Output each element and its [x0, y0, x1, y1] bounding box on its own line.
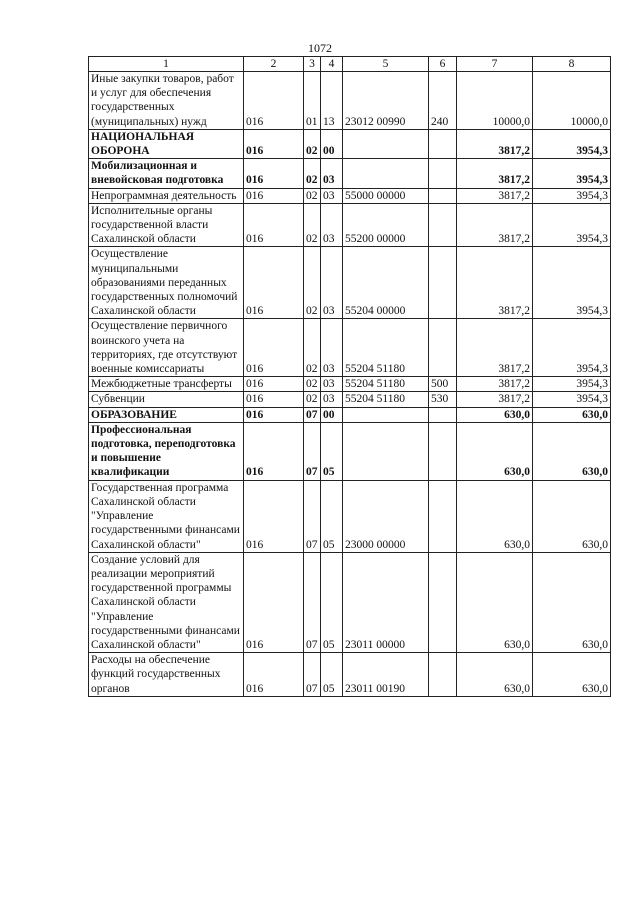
expense-type-cell: [429, 247, 457, 319]
subsection-cell: 05: [321, 653, 343, 697]
row-name-cell: Государственная программа Сахалинской области "Управление государственными финансами Сахалинской области": [89, 480, 244, 552]
code-cell: 016: [244, 188, 304, 203]
amount-cell: 3817,2: [457, 203, 533, 247]
column-header: 2: [244, 57, 304, 72]
code-cell: 016: [244, 159, 304, 188]
expense-type-cell: [429, 480, 457, 552]
subsection-cell: 13: [321, 72, 343, 130]
amount-cell: 10000,0: [533, 72, 611, 130]
table-row: [89, 247, 611, 319]
section-cell: 02: [304, 392, 321, 407]
code-cell: 016: [244, 552, 304, 652]
subsection-cell: 00: [321, 129, 343, 158]
target-article-cell: [343, 129, 429, 158]
section-cell: 02: [304, 159, 321, 188]
subsection-cell: 03: [321, 319, 343, 377]
header-row: [89, 57, 611, 72]
table-row: [89, 129, 611, 158]
subsection-cell: 03: [321, 247, 343, 319]
expense-type-cell: [429, 188, 457, 203]
subsection-cell: 03: [321, 188, 343, 203]
section-cell: 02: [304, 319, 321, 377]
amount-cell: 630,0: [533, 480, 611, 552]
row-name-cell: Осуществление муниципальными образованиями переданных государственных полномочий Сахалинской области: [89, 247, 244, 319]
expense-type-cell: [429, 552, 457, 652]
subsection-cell: 03: [321, 203, 343, 247]
section-cell: 07: [304, 653, 321, 697]
amount-cell: 3954,3: [533, 319, 611, 377]
amount-cell: 3817,2: [457, 319, 533, 377]
section-cell: 02: [304, 377, 321, 392]
expense-type-cell: [429, 129, 457, 158]
amount-cell: 630,0: [457, 552, 533, 652]
amount-cell: 630,0: [457, 480, 533, 552]
amount-cell: 3954,3: [533, 247, 611, 319]
column-header: 8: [533, 57, 611, 72]
subsection-cell: 03: [321, 392, 343, 407]
amount-cell: 630,0: [533, 552, 611, 652]
target-article-cell: 23011 00190: [343, 653, 429, 697]
section-cell: 02: [304, 129, 321, 158]
column-header: 6: [429, 57, 457, 72]
amount-cell: 3954,3: [533, 203, 611, 247]
row-name-cell: ОБРАЗОВАНИЕ: [89, 407, 244, 422]
section-cell: 01: [304, 72, 321, 130]
code-cell: 016: [244, 319, 304, 377]
table-row: [89, 377, 611, 392]
table-row: [89, 159, 611, 188]
target-article-cell: 55204 51180: [343, 319, 429, 377]
section-cell: 02: [304, 247, 321, 319]
row-name-cell: Расходы на обеспечение функций государственных органов: [89, 653, 244, 697]
section-cell: 07: [304, 407, 321, 422]
table-row: [89, 203, 611, 247]
amount-cell: 3817,2: [457, 159, 533, 188]
target-article-cell: 55000 00000: [343, 188, 429, 203]
amount-cell: 3817,2: [457, 129, 533, 158]
row-name-cell: Непрограммная деятельность: [89, 188, 244, 203]
code-cell: 016: [244, 72, 304, 130]
column-header: 1: [89, 57, 244, 72]
target-article-cell: 55200 00000: [343, 203, 429, 247]
code-cell: 016: [244, 392, 304, 407]
table-row: [89, 188, 611, 203]
amount-cell: 3954,3: [533, 188, 611, 203]
row-name-cell: Профессиональная подготовка, переподготовка и повышение квалификации: [89, 422, 244, 480]
section-cell: 07: [304, 422, 321, 480]
row-name-cell: НАЦИОНАЛЬНАЯ ОБОРОНА: [89, 129, 244, 158]
table-row: [89, 552, 611, 652]
amount-cell: 3954,3: [533, 392, 611, 407]
section-cell: 02: [304, 188, 321, 203]
code-cell: 016: [244, 653, 304, 697]
expense-type-cell: [429, 319, 457, 377]
amount-cell: 630,0: [533, 407, 611, 422]
amount-cell: 630,0: [533, 422, 611, 480]
target-article-cell: 23012 00990: [343, 72, 429, 130]
code-cell: 016: [244, 247, 304, 319]
row-name-cell: Осуществление первичного воинского учета на территориях, где отсутствуют военные комиссариаты: [89, 319, 244, 377]
row-name-cell: Субвенции: [89, 392, 244, 407]
target-article-cell: [343, 407, 429, 422]
table-row: [89, 422, 611, 480]
subsection-cell: 03: [321, 377, 343, 392]
section-cell: 02: [304, 203, 321, 247]
column-header: 3: [304, 57, 321, 72]
amount-cell: 10000,0: [457, 72, 533, 130]
target-article-cell: 55204 00000: [343, 247, 429, 319]
code-cell: 016: [244, 422, 304, 480]
subsection-cell: 05: [321, 422, 343, 480]
amount-cell: 630,0: [457, 422, 533, 480]
row-name-cell: Иные закупки товаров, работ и услуг для обеспечения государственных (муниципальных) нужд: [89, 72, 244, 130]
expense-type-cell: 240: [429, 72, 457, 130]
column-header: 7: [457, 57, 533, 72]
subsection-cell: 03: [321, 159, 343, 188]
table-row: [89, 392, 611, 407]
section-cell: 07: [304, 552, 321, 652]
subsection-cell: 05: [321, 552, 343, 652]
expense-type-cell: [429, 203, 457, 247]
amount-cell: 630,0: [457, 407, 533, 422]
amount-cell: 630,0: [457, 653, 533, 697]
code-cell: 016: [244, 377, 304, 392]
table-row: [89, 653, 611, 697]
target-article-cell: 55204 51180: [343, 377, 429, 392]
row-name-cell: Мобилизационная и вневойсковая подготовка: [89, 159, 244, 188]
amount-cell: 3817,2: [457, 377, 533, 392]
expense-type-cell: 530: [429, 392, 457, 407]
code-cell: 016: [244, 480, 304, 552]
target-article-cell: 23011 00000: [343, 552, 429, 652]
table-row: [89, 480, 611, 552]
target-article-cell: [343, 159, 429, 188]
amount-cell: 3954,3: [533, 129, 611, 158]
amount-cell: 3954,3: [533, 159, 611, 188]
target-article-cell: 23000 00000: [343, 480, 429, 552]
amount-cell: 630,0: [533, 653, 611, 697]
table-row: [89, 407, 611, 422]
table-row: [89, 319, 611, 377]
expense-type-cell: [429, 653, 457, 697]
code-cell: 016: [244, 203, 304, 247]
row-name-cell: Межбюджетные трансферты: [89, 377, 244, 392]
subsection-cell: 05: [321, 480, 343, 552]
amount-cell: 3817,2: [457, 188, 533, 203]
code-cell: 016: [244, 407, 304, 422]
section-cell: 07: [304, 480, 321, 552]
table-body: [89, 57, 611, 697]
subsection-cell: 00: [321, 407, 343, 422]
code-cell: 016: [244, 129, 304, 158]
expense-type-cell: [429, 407, 457, 422]
target-article-cell: [343, 422, 429, 480]
budget-table: [88, 56, 611, 697]
column-header: 5: [343, 57, 429, 72]
amount-cell: 3817,2: [457, 247, 533, 319]
amount-cell: 3954,3: [533, 377, 611, 392]
row-name-cell: Создание условий для реализации мероприятий государственной программы Сахалинской области "Управление государственными финансами Сахалинской области": [89, 552, 244, 652]
expense-type-cell: 500: [429, 377, 457, 392]
expense-type-cell: [429, 159, 457, 188]
amount-cell: 3817,2: [457, 392, 533, 407]
page-number: 1072: [308, 41, 332, 55]
table-row: [89, 72, 611, 130]
row-name-cell: Исполнительные органы государственной власти Сахалинской области: [89, 203, 244, 247]
target-article-cell: 55204 51180: [343, 392, 429, 407]
expense-type-cell: [429, 422, 457, 480]
column-header: 4: [321, 57, 343, 72]
